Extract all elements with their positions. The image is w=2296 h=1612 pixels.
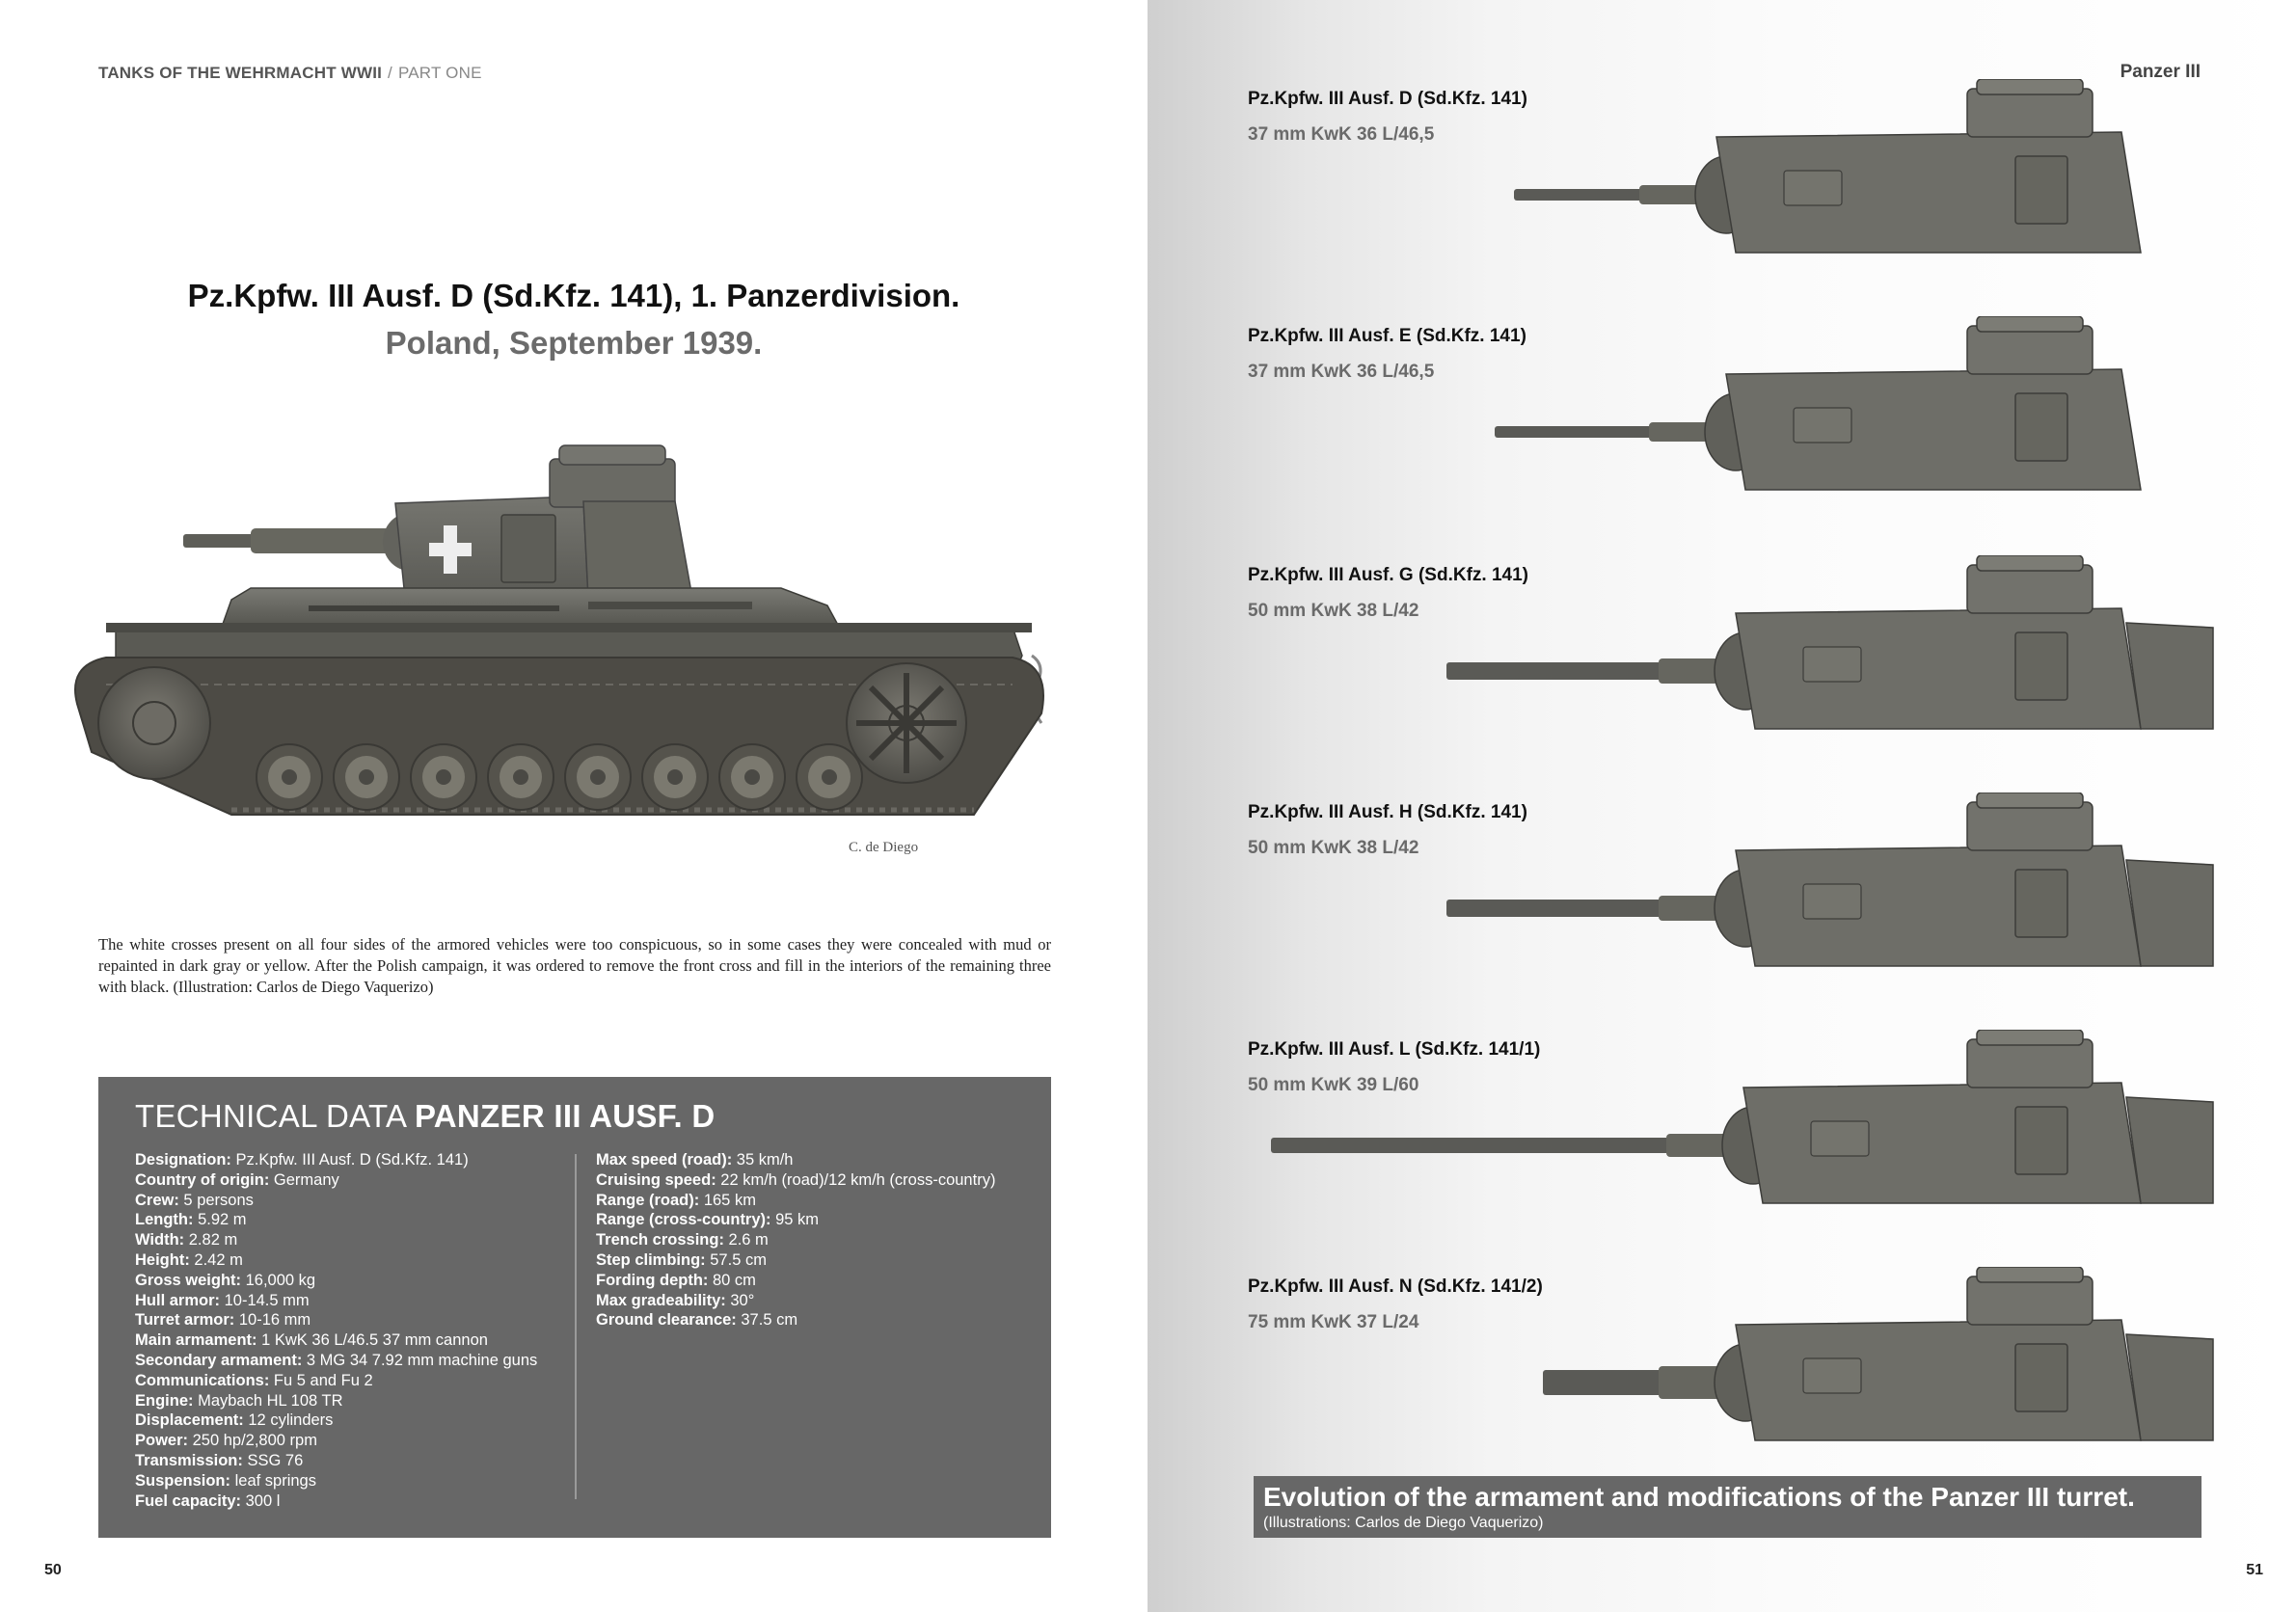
variant-name: Pz.Kpfw. III Ausf. H (Sd.Kfz. 141) [1248, 802, 1527, 822]
spec-row [135, 1330, 559, 1351]
spec-value: leaf springs [230, 1471, 316, 1490]
spec-label: Fuel capacity: [135, 1491, 242, 1510]
spec-label: Max gradeability: [596, 1291, 726, 1309]
variant-name: Pz.Kpfw. III Ausf. E (Sd.Kfz. 141) [1248, 326, 1526, 346]
spec-row [596, 1191, 1030, 1211]
variant-gun: 75 mm KwK 37 L/24 [1248, 1312, 1419, 1332]
spec-row [135, 1250, 559, 1271]
spec-row [596, 1210, 1030, 1230]
spec-value: 165 km [699, 1191, 756, 1209]
variant-gun: 37 mm KwK 36 L/46,5 [1248, 362, 1435, 382]
spec-label: Crew: [135, 1191, 179, 1209]
variant-name: Pz.Kpfw. III Ausf. N (Sd.Kfz. 141/2) [1248, 1276, 1543, 1297]
spec-value: 10-16 mm [234, 1311, 311, 1330]
spec-row [135, 1491, 559, 1512]
variant-gun: 50 mm KwK 38 L/42 [1248, 838, 1419, 858]
spec-value: 22 km/h (road)/12 km/h (cross-country) [716, 1170, 996, 1189]
spec-label: Transmission: [135, 1451, 243, 1469]
spec-row [135, 1471, 559, 1491]
spec-label: Secondary armament: [135, 1351, 303, 1369]
spec-value: 37.5 cm [736, 1311, 798, 1330]
spec-label: Step climbing: [596, 1250, 706, 1269]
book-title: TANKS OF THE WEHRMACHT WWII [98, 64, 383, 82]
spec-label: Range (road): [596, 1191, 700, 1209]
spec-row [135, 1351, 559, 1371]
page-number-left: 50 [44, 1562, 62, 1578]
spec-row [135, 1371, 559, 1391]
variant-gun: 37 mm KwK 36 L/46,5 [1248, 124, 1435, 145]
spec-label: Length: [135, 1211, 194, 1229]
spec-value: Fu 5 and Fu 2 [269, 1371, 373, 1389]
illustration-caption: The white crosses present on all four sides of the armored vehicles were too conspicuous, so in some cases they were concealed with mud or repainted in dark gray or yellow. After the Polish campaign, it was ordered to remove the front cross and fill in the interiors of the remaining three with black. (Illustration: Carlos de Diego Vaquerizo) [98, 935, 1051, 996]
spec-label: Fording depth: [596, 1271, 709, 1289]
spec-row [135, 1391, 559, 1411]
spec-label: Power: [135, 1432, 189, 1450]
road-wheel [719, 744, 785, 810]
road-wheel [797, 744, 862, 810]
spec-row [135, 1291, 559, 1311]
spec-label: Width: [135, 1231, 185, 1249]
spec-row [596, 1291, 1030, 1311]
spec-value: 2.82 m [184, 1231, 238, 1249]
spec-value: 250 hp/2,800 rpm [188, 1432, 317, 1450]
spec-row [135, 1431, 559, 1451]
spec-label: Cruising speed: [596, 1170, 716, 1189]
spec-value: 2.6 m [723, 1231, 769, 1249]
spec-value: 12 cylinders [243, 1411, 334, 1430]
variant-name: Pz.Kpfw. III Ausf. G (Sd.Kfz. 141) [1248, 565, 1529, 585]
part-label: PART ONE [397, 64, 482, 82]
spec-row [596, 1271, 1030, 1291]
road-wheel [642, 744, 708, 810]
turret-illustration [1254, 1267, 2218, 1450]
spec-row [135, 1191, 559, 1211]
spec-label: Communications: [135, 1371, 270, 1389]
spec-row [596, 1230, 1030, 1250]
spec-row [135, 1230, 559, 1250]
spec-label: Gross weight: [135, 1271, 242, 1289]
technical-data-column-1 [135, 1150, 559, 1511]
section-title: Panzer III [2120, 62, 2201, 82]
spec-label: Hull armor: [135, 1291, 221, 1309]
variant-gun: 50 mm KwK 39 L/60 [1248, 1075, 1419, 1095]
spec-label: Suspension: [135, 1471, 231, 1490]
spec-label: Height: [135, 1250, 190, 1269]
road-wheel [565, 744, 631, 810]
spec-value: 5.92 m [193, 1211, 247, 1229]
spec-label: Displacement: [135, 1411, 244, 1430]
road-wheel [334, 744, 399, 810]
spec-label: Engine: [135, 1391, 194, 1410]
illustration-credit: C. de Diego [849, 840, 919, 855]
evolution-caption-box [1254, 1476, 2201, 1538]
variant-name: Pz.Kpfw. III Ausf. L (Sd.Kfz. 141/1) [1248, 1039, 1541, 1060]
spec-value: 95 km [770, 1211, 820, 1229]
spec-row [135, 1170, 559, 1191]
spec-value: 1 KwK 36 L/46.5 37 mm cannon [257, 1331, 488, 1350]
plate-subtitle: Poland, September 1939. [385, 325, 763, 361]
spec-value: 80 cm [708, 1271, 756, 1289]
spec-value: Germany [269, 1170, 339, 1189]
column-divider [575, 1154, 577, 1499]
evolution-credit: (Illustrations: Carlos de Diego Vaquerizo) [1263, 1515, 1544, 1531]
spec-row [135, 1271, 559, 1291]
spec-row [596, 1250, 1030, 1271]
spec-value: 3 MG 34 7.92 mm machine guns [302, 1351, 538, 1369]
spec-label: Turret armor: [135, 1311, 235, 1330]
spec-value: Maybach HL 108 TR [193, 1391, 343, 1410]
panzer-iii-side-view [48, 434, 1109, 868]
spec-value: 5 persons [178, 1191, 254, 1209]
turret-illustration [1254, 79, 2218, 262]
spec-value: 57.5 cm [705, 1250, 767, 1269]
spec-row [135, 1410, 559, 1431]
evolution-title: Evolution of the armament and modifications of the Panzer III turret. [1263, 1482, 2135, 1512]
turret-illustration [1254, 555, 2218, 739]
spec-row [596, 1310, 1030, 1330]
spec-value: Pz.Kpfw. III Ausf. D (Sd.Kfz. 141) [230, 1151, 469, 1169]
running-head-separator: / [388, 64, 392, 82]
technical-data-title-light: TECHNICAL DATA [135, 1098, 406, 1134]
spec-value: 30° [725, 1291, 755, 1309]
spec-row [135, 1210, 559, 1230]
spec-row [596, 1170, 1030, 1191]
spec-value: 2.42 m [189, 1250, 243, 1269]
running-head [98, 64, 482, 83]
technical-data-box [98, 1077, 1051, 1538]
turret-illustration [1254, 316, 2218, 499]
spec-value: 16,000 kg [241, 1271, 316, 1289]
plate-title: Pz.Kpfw. III Ausf. D (Sd.Kfz. 141), 1. Panzerdivision. [187, 278, 960, 313]
turret-illustration [1254, 1030, 2218, 1213]
spec-value: 10-14.5 mm [220, 1291, 310, 1309]
spec-value: 35 km/h [732, 1151, 794, 1169]
spec-label: Trench crossing: [596, 1231, 724, 1249]
variant-gun: 50 mm KwK 38 L/42 [1248, 601, 1419, 621]
spec-row [135, 1451, 559, 1471]
spec-label: Designation: [135, 1151, 231, 1169]
spec-label: Ground clearance: [596, 1311, 737, 1330]
spec-row [135, 1150, 559, 1170]
spec-value: 300 l [241, 1491, 281, 1510]
spec-row [596, 1150, 1030, 1170]
technical-data-column-2 [596, 1150, 1030, 1330]
spec-label: Country of origin: [135, 1170, 270, 1189]
page-number-right: 51 [2246, 1562, 2263, 1578]
road-wheel [411, 744, 476, 810]
turret-illustration [1254, 793, 2218, 976]
tank-illustration [48, 434, 1109, 868]
variant-name: Pz.Kpfw. III Ausf. D (Sd.Kfz. 141) [1248, 89, 1527, 109]
road-wheel [257, 744, 322, 810]
spec-label: Range (cross-country): [596, 1211, 771, 1229]
spec-value: SSG 76 [242, 1451, 304, 1469]
spec-row [135, 1310, 559, 1330]
spec-label: Main armament: [135, 1331, 257, 1350]
technical-data-title [135, 1098, 716, 1135]
road-wheel [488, 744, 554, 810]
technical-data-title-bold: PANZER III AUSF. D [414, 1098, 716, 1134]
spec-label: Max speed (road): [596, 1151, 733, 1169]
